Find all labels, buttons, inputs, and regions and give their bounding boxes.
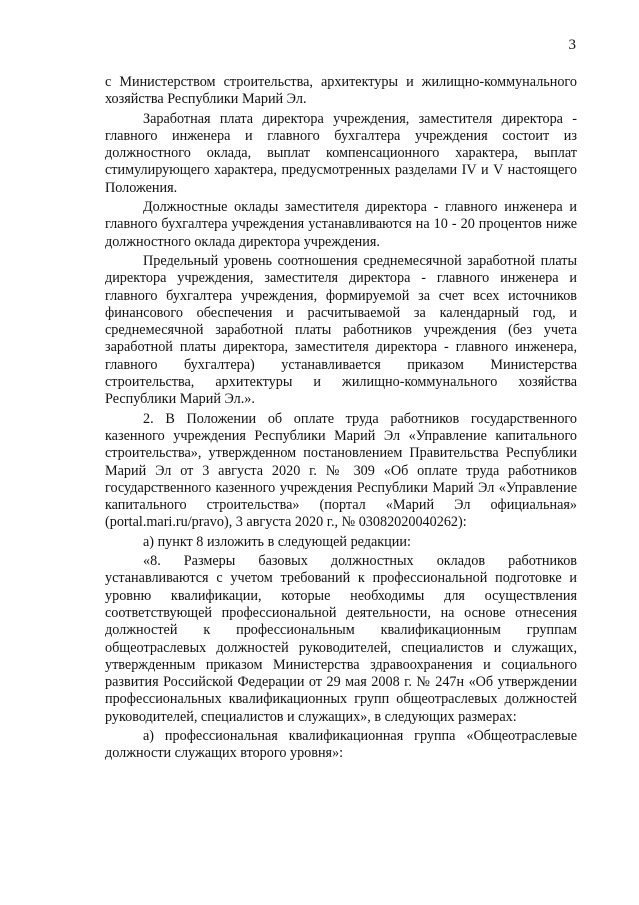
paragraph: «8. Размеры базовых должностных окладов работников устанавливаются с учетом требований к профессиональной подготовке и уровню квалификации, которые необходимы для осуществления соответствующей профессиональной деятельности, на основе отнесения должностей к профессиональным квалификационным группам общеотраслевых должностей руководителей, специалистов и служащих, утвержденным приказом Министерства здравоохранения и социального развития Российской Федерации от 29 мая 2008 г. № 247н «Об утверждении профессиональных квалификационных групп общеотраслевых должностей руководителей, специалистов и служащих», в следующих размерах: [105,553,577,725]
paragraph: а) профессиональная квалификационная группа «Общеотраслевые должности служащих второго уровня»: [105,727,577,762]
paragraph: Заработная плата директора учреждения, заместителя директора - главного инженера и главного бухгалтера учреждения состоит из должностного оклада, выплат компенсационного характера, выплат стимулирующего характера, предусмотренных разделами IV и V настоящего Положения. [105,110,577,196]
page-number: 3 [568,37,576,53]
paragraph: Должностные оклады заместителя директора - главного инженера и главного бухгалтера учреждения устанавливаются на 10 - 20 процентов ниже должностного оклада директора учреждения. [105,199,577,250]
paragraph: 2. В Положении об оплате труда работников государственного казенного учреждения Республики Марий Эл «Управление капитального строительства», утвержденном постановлением Правительства Республики Марий Эл от 3 августа 2020 г. № 309 «Об оплате труда работников государственного казенного учреждения Республики Марий Эл «Управление капитального строительства» (портал «Марий Эл официальная» (portal.mari.ru/pravo), 3 августа 2020 г., № 03082020040262): [105,410,577,531]
paragraph: Предельный уровень соотношения среднемесячной заработной платы директора учреждения, заместителя директора - главного инженера и главного бухгалтера учреждения, формируемой за счет всех источников финансового обеспечения и расчитываемой за календарный год, и среднемесячной заработной платы работников учреждения (без учета заработной платы директора, заместителя директора - главного инженера, главного бухгалтера) устанавливается приказом Министерства строительства, архитектуры и жилищно-коммунального хозяйства Республики Марий Эл.». [105,252,577,408]
paragraph: а) пункт 8 изложить в следующей редакции: [143,533,411,550]
paragraph: с Министерством строительства, архитектуры и жилищно-коммунального хозяйства Республики Марий Эл. [105,74,577,108]
document-body [105,74,577,765]
